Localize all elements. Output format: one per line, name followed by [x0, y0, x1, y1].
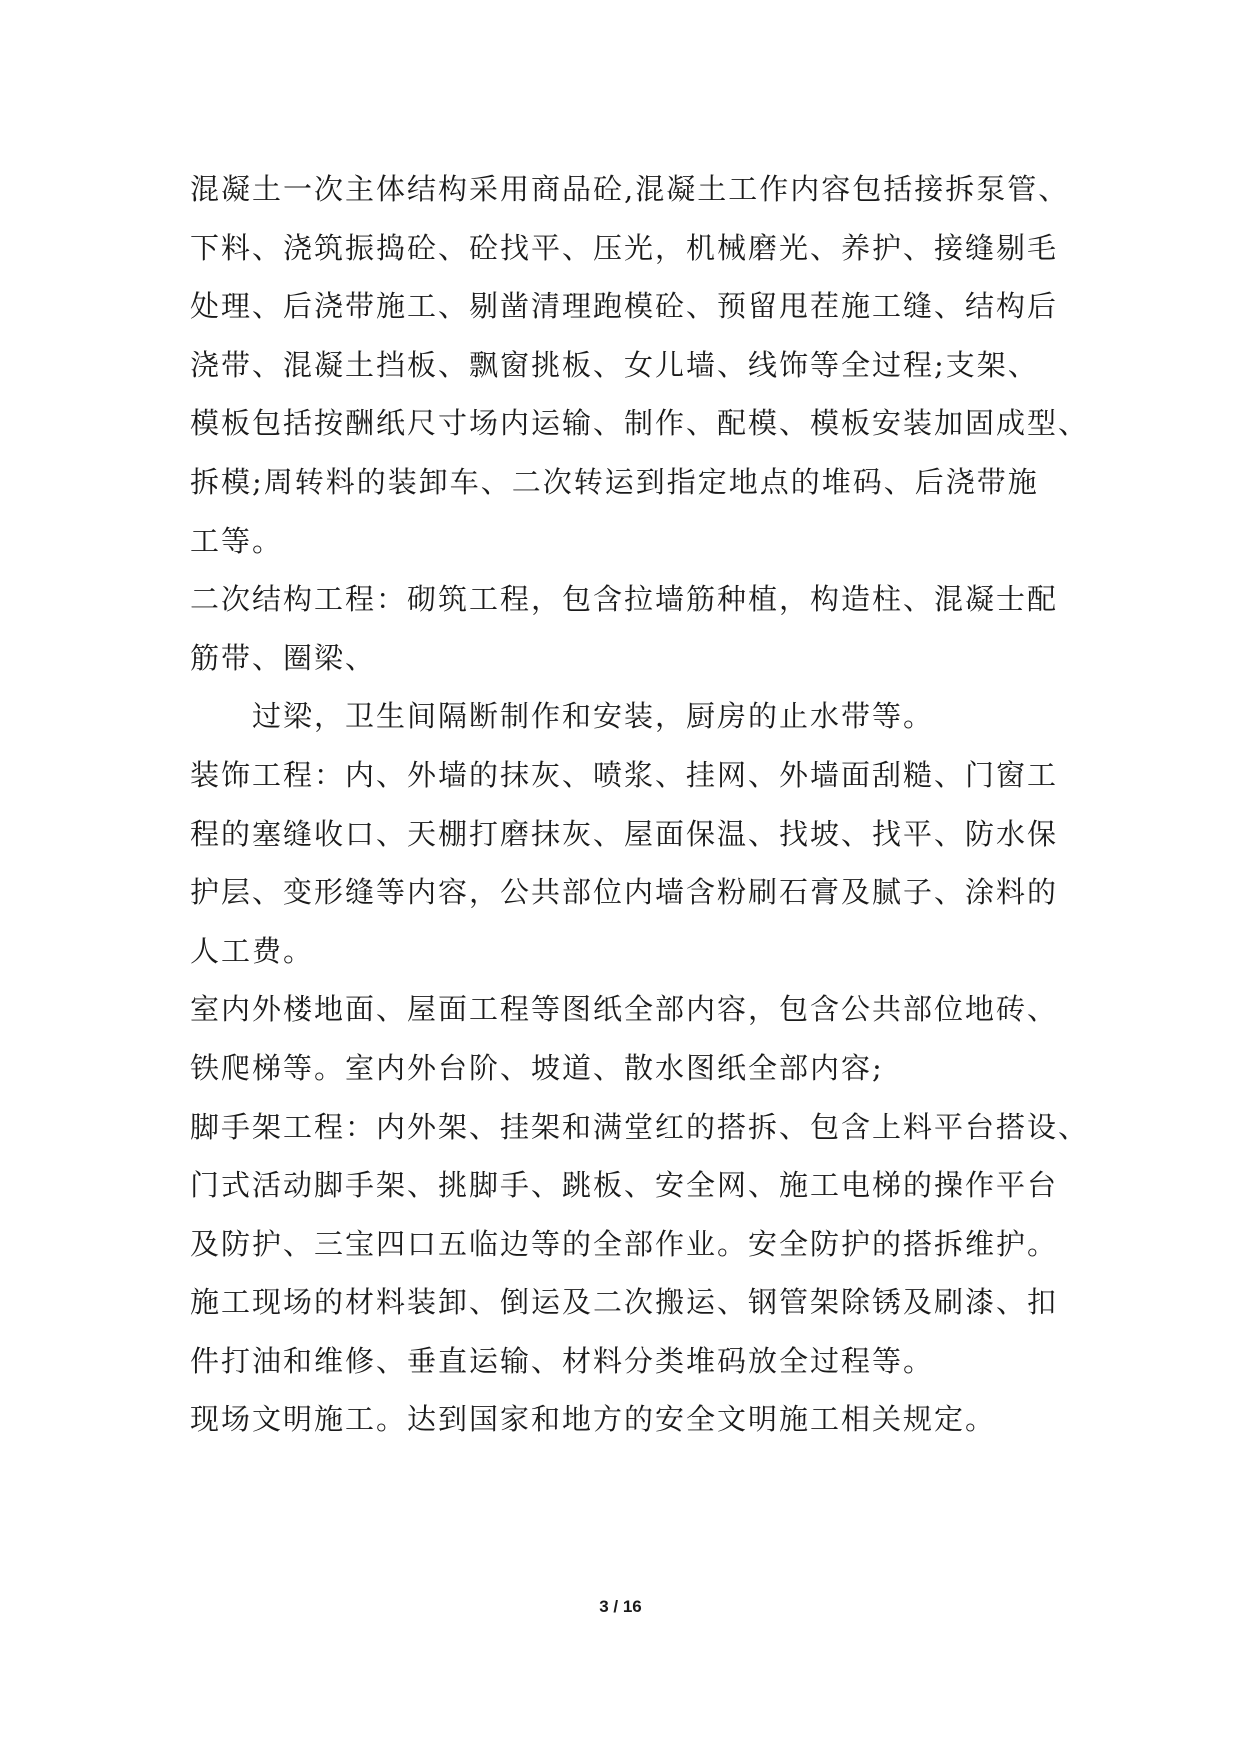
text-line: 件打油和维修、垂直运输、材料分类堆码放全过程等。 [190, 1343, 935, 1378]
text-line: 工等。 [190, 523, 284, 558]
text-line: 门式活动脚手架、挑脚手、跳板、安全网、施工电梯的操作平台 [190, 1168, 1059, 1203]
text-line: 施工现场的材料装卸、倒运及二次搬运、钢管架除锈及刷漆、扣 [190, 1285, 1059, 1320]
text-line: 铁爬梯等。室内外台阶、坡道、散水图纸全部内容; [190, 1050, 884, 1085]
text-line: 二次结构工程：砌筑工程，包含拉墙筋种植，构造柱、混凝士配 [190, 582, 1059, 617]
text-line: 浇带、混凝土挡板、飘窗挑板、女儿墙、线饰等全过程;支架、 [190, 347, 1039, 382]
text-line: 处理、后浇带施工、剔凿清理跑模砼、预留甩茬施工缝、结构后 [190, 289, 1059, 324]
text-line: 混凝土一次主体结构采用商品砼,混凝土工作内容包括接拆泵管、 [190, 172, 1070, 206]
text-line: 室内外楼地面、屋面工程等图纸全部内容，包含公共部位地砖、 [190, 992, 1059, 1027]
text-line: 筋带、圈梁、 [190, 640, 377, 675]
text-line: 模板包括按酬纸尺寸场内运输、制作、配模、模板安装加固成型、 [190, 406, 1090, 441]
text-line: 现场文明施工。达到国家和地方的安全文明施工相关规定。 [190, 1402, 997, 1437]
text-line: 脚手架工程：内外架、挂架和满堂红的搭拆、包含上料平台搭设、 [190, 1109, 1090, 1144]
text-line-indented: 过梁，卫生间隔断制作和安装，厨房的止水带等。 [252, 699, 935, 734]
page-number: 3 / 16 [599, 1597, 642, 1616]
text-line: 及防护、三宝四口五临边等的全部作业。安全防护的搭拆维护。 [190, 1226, 1059, 1261]
text-line: 拆模;周转料的装卸车、二次转运到指定地点的堆码、后浇带施 [190, 464, 1039, 499]
text-line: 人工费。 [190, 933, 315, 968]
text-line: 装饰工程：内、外墙的抹灰、喷浆、挂网、外墙面刮糙、门窗工 [190, 757, 1059, 792]
body-text [190, 160, 1090, 1449]
text-line: 护层、变形缝等内容，公共部位内墙含粉刷石膏及腻子、涂料的 [190, 875, 1059, 910]
text-line: 程的塞缝收口、天棚打磨抹灰、屋面保温、找坡、找平、防水保 [190, 816, 1059, 851]
text-line: 下料、浇筑振捣砼、砼找平、压光，机械磨光、养护、接缝剔毛 [190, 230, 1059, 265]
